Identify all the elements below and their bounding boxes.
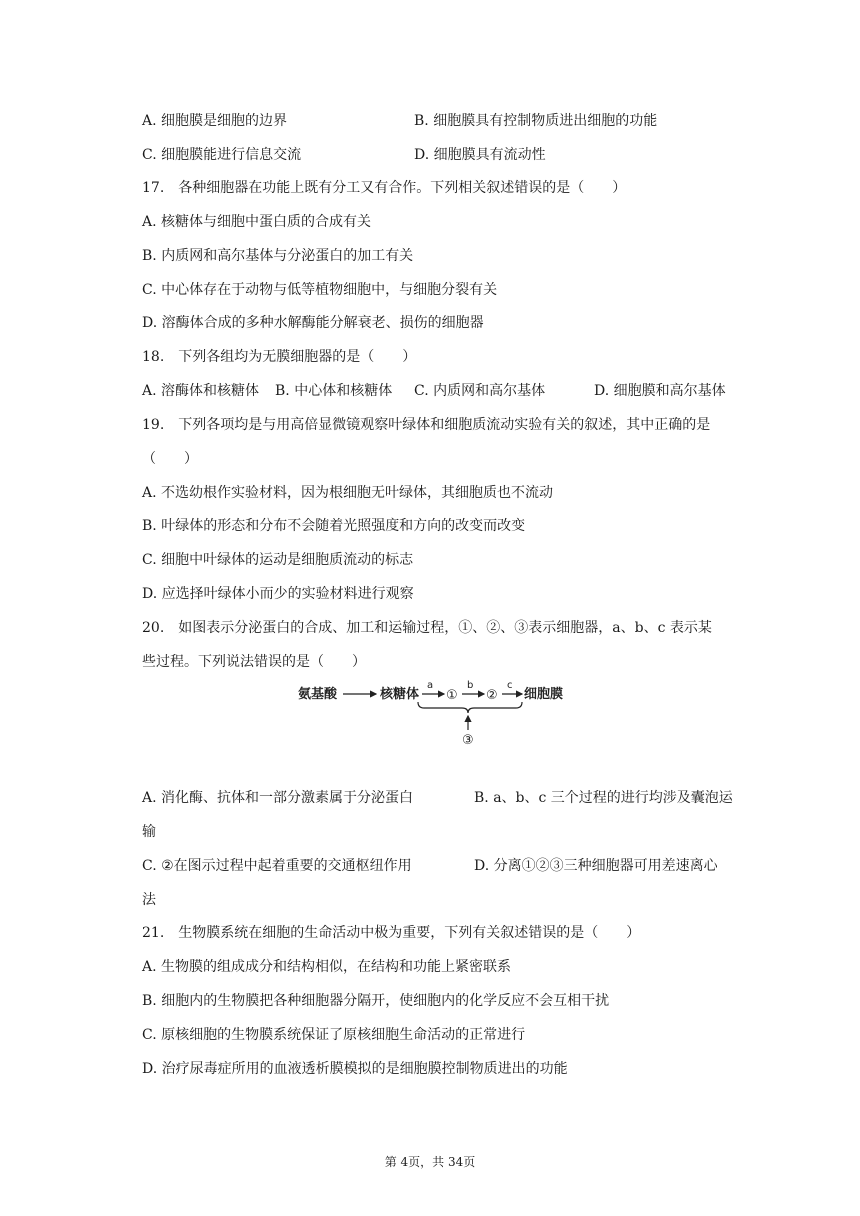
q21-stem: 21. 生物膜系统在细胞的生命活动中极为重要，下列有关叙述错误的是（ ） [142,925,641,941]
q16-option-c: C. 细胞膜能进行信息交流 [142,147,302,163]
q18-stem: 18. 下列各组均为无膜细胞器的是（ ） [142,349,417,365]
q18-option-c: C. 内质网和高尔基体 [414,383,546,399]
q20-option-b-line2: 输 [142,824,156,840]
q21-option-a: A. 生物膜的组成成分和结构相似，在结构和功能上紧密联系 [142,959,512,975]
ribosome-label: 核糖体 [380,687,420,702]
q21-option-b: B. 细胞内的生物膜把各种细胞器分隔开，使细胞内的化学反应不会互相干扰 [142,993,610,1009]
q21-option-c: C. 原核细胞的生物膜系统保证了原核细胞生命活动的正常进行 [142,1027,526,1043]
q21-option-d: D. 治疗尿毒症所用的血液透析膜模拟的是细胞膜控制物质进出的功能 [142,1061,568,1077]
cell-membrane-label: 细胞膜 [524,687,564,702]
process-a-label: a [427,680,434,691]
q17-stem: 17. 各种细胞器在功能上既有分工又有合作。下列相关叙述错误的是（ ） [142,180,627,196]
page-footer: 第 4页，共 34页 [384,1155,476,1169]
q19-option-b: B. 叶绿体的形态和分布不会随着光照强度和方向的改变而改变 [142,518,526,534]
q17-option-c: C. 中心体存在于动物与低等植物细胞中，与细胞分裂有关 [142,282,498,298]
q20-option-d-line2: 法 [142,892,156,908]
q20-option-c: C. ②在图示过程中起着重要的交通枢纽作用 [142,858,412,874]
process-b-label: b [467,680,474,691]
q20-option-d-line1: D. 分离①②③三种细胞器可用差速离心 [474,858,718,874]
q19-option-c: C. 细胞中叶绿体的运动是细胞质流动的标志 [142,552,414,568]
q19-stem-line2: （ ） [142,451,198,467]
amino-acid-label: 氨基酸 [298,687,338,702]
q18-option-a: A. 溶酶体和核糖体 [142,383,260,399]
q20-stem-line2: 些过程。下列说法错误的是（ ） [142,654,366,670]
organelle-2-label: ② [486,688,498,703]
q16-option-a: A. 细胞膜是细胞的边界 [142,113,288,129]
organelle-1-label: ① [446,688,458,703]
q16-option-b: B. 细胞膜具有控制物质进出细胞的功能 [414,113,658,129]
brace-bracket [418,702,522,713]
q18-option-b: B. 中心体和核糖体 [275,383,393,399]
q20-option-a: A. 消化酶、抗体和一部分激素属于分泌蛋白 [142,790,414,806]
q19-option-d: D. 应选择叶绿体小而少的实验材料进行观察 [142,586,414,602]
q17-option-d: D. 溶酶体合成的多种水解酶能分解衰老、损伤的细胞器 [142,315,484,331]
organelle-3-label: ③ [462,733,474,746]
secretory-protein-pathway-diagram [296,676,566,746]
q19-stem-line1: 19. 下列各项均是与用高倍显微镜观察叶绿体和细胞质流动实验有关的叙述，其中正确的是 [142,417,711,433]
q16-option-d: D. 细胞膜具有流动性 [414,147,546,163]
q17-option-b: B. 内质网和高尔基体与分泌蛋白的加工有关 [142,248,414,264]
q18-option-d: D. 细胞膜和高尔基体 [594,383,726,399]
q20-stem-line1: 20. 如图表示分泌蛋白的合成、加工和运输过程，①、②、③表示细胞器，a、b、c 表示某 [142,620,712,636]
q19-option-a: A. 不选幼根作实验材料，因为根细胞无叶绿体，其细胞质也不流动 [142,485,554,501]
process-c-label: c [507,680,513,691]
q17-option-a: A. 核糖体与细胞中蛋白质的合成有关 [142,214,372,230]
q20-option-b-line1: B. a、b、c 三个过程的进行均涉及囊泡运 [474,790,733,806]
